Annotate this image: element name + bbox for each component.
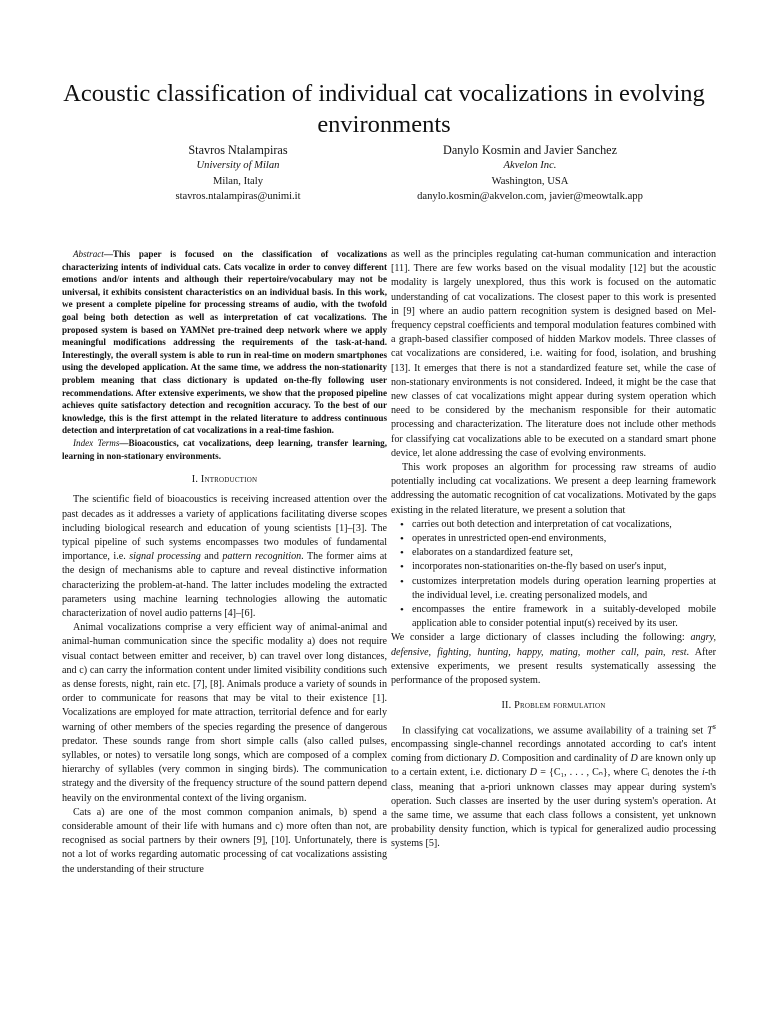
list-item: • carries out both detection and interpretation of cat vocalizations, — [412, 518, 716, 532]
abstract-text: —This paper is focused on the classification of vocalizations characterizing intents of individual cats. Cats vocalize in order to convey different emotions and/or intents and although their repertoire/vocabulary may not be universal, it exhibits consistent characteristics on an individual basis. In this work, we present a complete pipeline for processing streams of audio, with the twofold goal being both detection as well as interpretation of cat vocalizations. The proposed system is based on YAMNet pre-trained deep network where we apply meaningful modifications addressing the requirements of the task-at-hand. Interestingly, the overall system is able to run in real-time on modern smartphones using the developed application. At the same time, we address the non-stationarity problem meaning that class dictionary is updated on-the-fly following user recommendations. After extensive experiments, we show that the proposed pipeline achieves quite satisfactory detection and recognition accuracy. To the best of our knowledge, this is the first attempt in the related literature to address continuous detection and interpretation of cat vocalizations in a real-time fashion. — [62, 249, 387, 436]
left-column — [62, 248, 387, 877]
text-run: are known only up to a certain extent, i.e. dictionary — [391, 753, 716, 779]
list-item: • customizes interpretation models during operation learning properties at the individual level, i.e. creating personalized models, and — [412, 575, 716, 603]
math-symbol: i — [701, 767, 705, 779]
author-email: danylo.kosmin@akvelon.com, javier@meowtalk.app — [417, 190, 643, 202]
text-run: , where Cᵢ denotes the — [607, 767, 702, 779]
index-terms — [62, 437, 387, 462]
abstract — [62, 248, 387, 437]
list-item: • operates in unrestricted open-end environments, — [412, 532, 716, 546]
list-item: • incorporates non-stationarities on-the-fly based on user's input, — [412, 560, 716, 574]
section-title: Introduction — [200, 474, 258, 486]
emphasis: signal processing — [129, 551, 201, 563]
section-title: Problem formulation — [514, 700, 606, 712]
author-email: stavros.ntalampiras@unimi.it — [175, 190, 301, 202]
emphasis: pattern recognition — [222, 551, 302, 563]
index-terms-label: Index Terms — [73, 437, 120, 448]
author-affiliation: Akvelon Inc. — [503, 160, 557, 172]
paragraph: This work proposes an algorithm for processing raw streams of audio potentially including cat vocalizations. We present a deep learning framework addressing the automatic recognition of cat vocalizations. Motivated by the gaps existing in the related literature, we present a solution that — [391, 462, 716, 516]
text-run: encompassing single-channel recordings annotated according to cat's intent coming from dictionary — [391, 739, 716, 765]
paragraph: as well as the principles regulating cat-human communication and interaction [11]. There are few works based on the visual modality [12] but the acoustic modality is largely unexplored, thus this work is focused on the automatic understanding of cat vocalizations. The closest paper to this work is presented in [9] where an audio pattern recognition system is designed based on Mel-frequency cepstral coefficients and temporal modulation features combined with a graph-based classifier composed of hidden Markov models. Three classes of cat vocalizations are considered, i.e. waiting for food, isolation, and brushing [13]. It emerges that there is not a standardized feature set, while the case of non-stationary environments is not considered. Indeed, it might be the case that new classes of cat vocalizations might appear during system operation which need to be considered by the mechanism responsible for their automatic processing and characterization. The literature does not include other methods for classifying cat vocalizations able to be executed on a standard smart phone device, let alone addressing the case of evolving environments. — [391, 249, 716, 459]
math-symbol: T — [707, 724, 713, 736]
paragraph — [62, 493, 387, 621]
emphasis: angry, defensive, fighting, hunting, happy, mating, mother call, pain, rest — [391, 632, 716, 658]
text-run: . After extensive experiments, we present results systematically assessing the performance of the proposed system. — [391, 646, 716, 687]
text-run: . The former aims at the design of mechanisms able to capture and reveal distinctive information characterizing the problem-at-hand. The latter includes modeling the extracted parameters using machine learning technologies allowing the automatic characterization of novel audio patterns [4]–[6]. — [62, 551, 387, 619]
paragraph — [391, 720, 716, 852]
author-block-2 — [365, 143, 695, 204]
math-symbol: D — [489, 753, 497, 765]
text-run: and — [200, 551, 223, 563]
math-superscript: s — [712, 721, 716, 731]
math-expression: = {C₁, . . . , Cₙ} — [537, 767, 608, 779]
text-run: In classifying cat vocalizations, we assume availability of a training set — [402, 724, 708, 736]
paper-title: Acoustic classification of individual cat vocalizations in evolving environments — [63, 80, 705, 139]
contribution-list — [391, 518, 716, 632]
author-block-1 — [120, 143, 356, 204]
section-number: II. — [501, 700, 515, 712]
author-name: Stavros Ntalampiras — [188, 143, 288, 157]
text-run: The scientific field of bioacoustics is receiving increased attention over the past decades as it addresses a variety of applications facilitating diverse scopes including biological research and education of young scientists [1]–[3]. The typical pipeline of such systems encompasses two modules of fundamental importance, i.e. — [62, 494, 387, 563]
paragraph: Animal vocalizations comprise a very efficient way of animal-animal and animal-human communication since the specific modality a) does not require visual contact between emitter and receiver, b) can travel over long distances, and c) can carry the information content under limited visibility conditions such as dense forests, night, rain etc. [7], [8]. Animals produce a variety of sounds in order to communicate for reasons that may be vital to their existence [1]. Vocalizations are employed for mate attraction, territorial defence and for early warning of other members of the species regarding the presence of dangerous predator. These sounds range from short simple calls (also called pulses, syllables, or notes) to versatile long songs, which are composed of a complex hierarchy of syllables (very common in singing birds). The communication strategy and the diversity of the frequency structure of the sound pattern depend heavily on the environmental context of the living organism. — [62, 622, 387, 804]
text-run: . Composition and cardinality of — [496, 753, 631, 765]
author-location: Washington, USA — [491, 175, 569, 187]
author-name: Danylo Kosmin and Javier Sanchez — [443, 143, 617, 157]
math-symbol: D — [630, 753, 638, 765]
section-number: I. — [191, 474, 201, 486]
section-heading-problem-formulation — [391, 699, 716, 713]
math-symbol: D — [529, 767, 538, 779]
author-location: Milan, Italy — [212, 175, 263, 187]
author-affiliation: University of Milan — [196, 160, 280, 172]
list-item: • encompasses the entire framework in a suitably-developed mobile application able to consider potential input(s) received by its user. — [412, 603, 716, 631]
paragraph: Cats a) are one of the most common companion animals, b) spend a considerable amount of their life with humans and c) more often than not, are recognised as social partners by their owners [9], [10]. Unfortunately, there is not a lot of works regarding automatic processing of cat vocalizations assisting the understanding of their structure — [62, 806, 387, 875]
index-terms-text: —Bioacoustics, cat vocalizations, deep learning, transfer learning, learning in non-stationary environments. — [62, 437, 387, 461]
text-run: -th class, meaning that a-priori unknown classes may appear during system's operation. Such classes are inserted by the user during system's operation. At the same time, we assume that each class follows a consistent, yet unknown probability density function, which is typical for generalized audio processing systems [5]. — [391, 767, 716, 850]
section-heading-introduction — [62, 473, 387, 487]
text-run: We consider a large dictionary of classes including the following: — [391, 632, 691, 644]
abstract-label: Abstract — [73, 249, 104, 259]
right-column — [391, 248, 716, 852]
paragraph — [391, 631, 716, 688]
list-item: • elaborates on a standardized feature set, — [412, 546, 716, 560]
